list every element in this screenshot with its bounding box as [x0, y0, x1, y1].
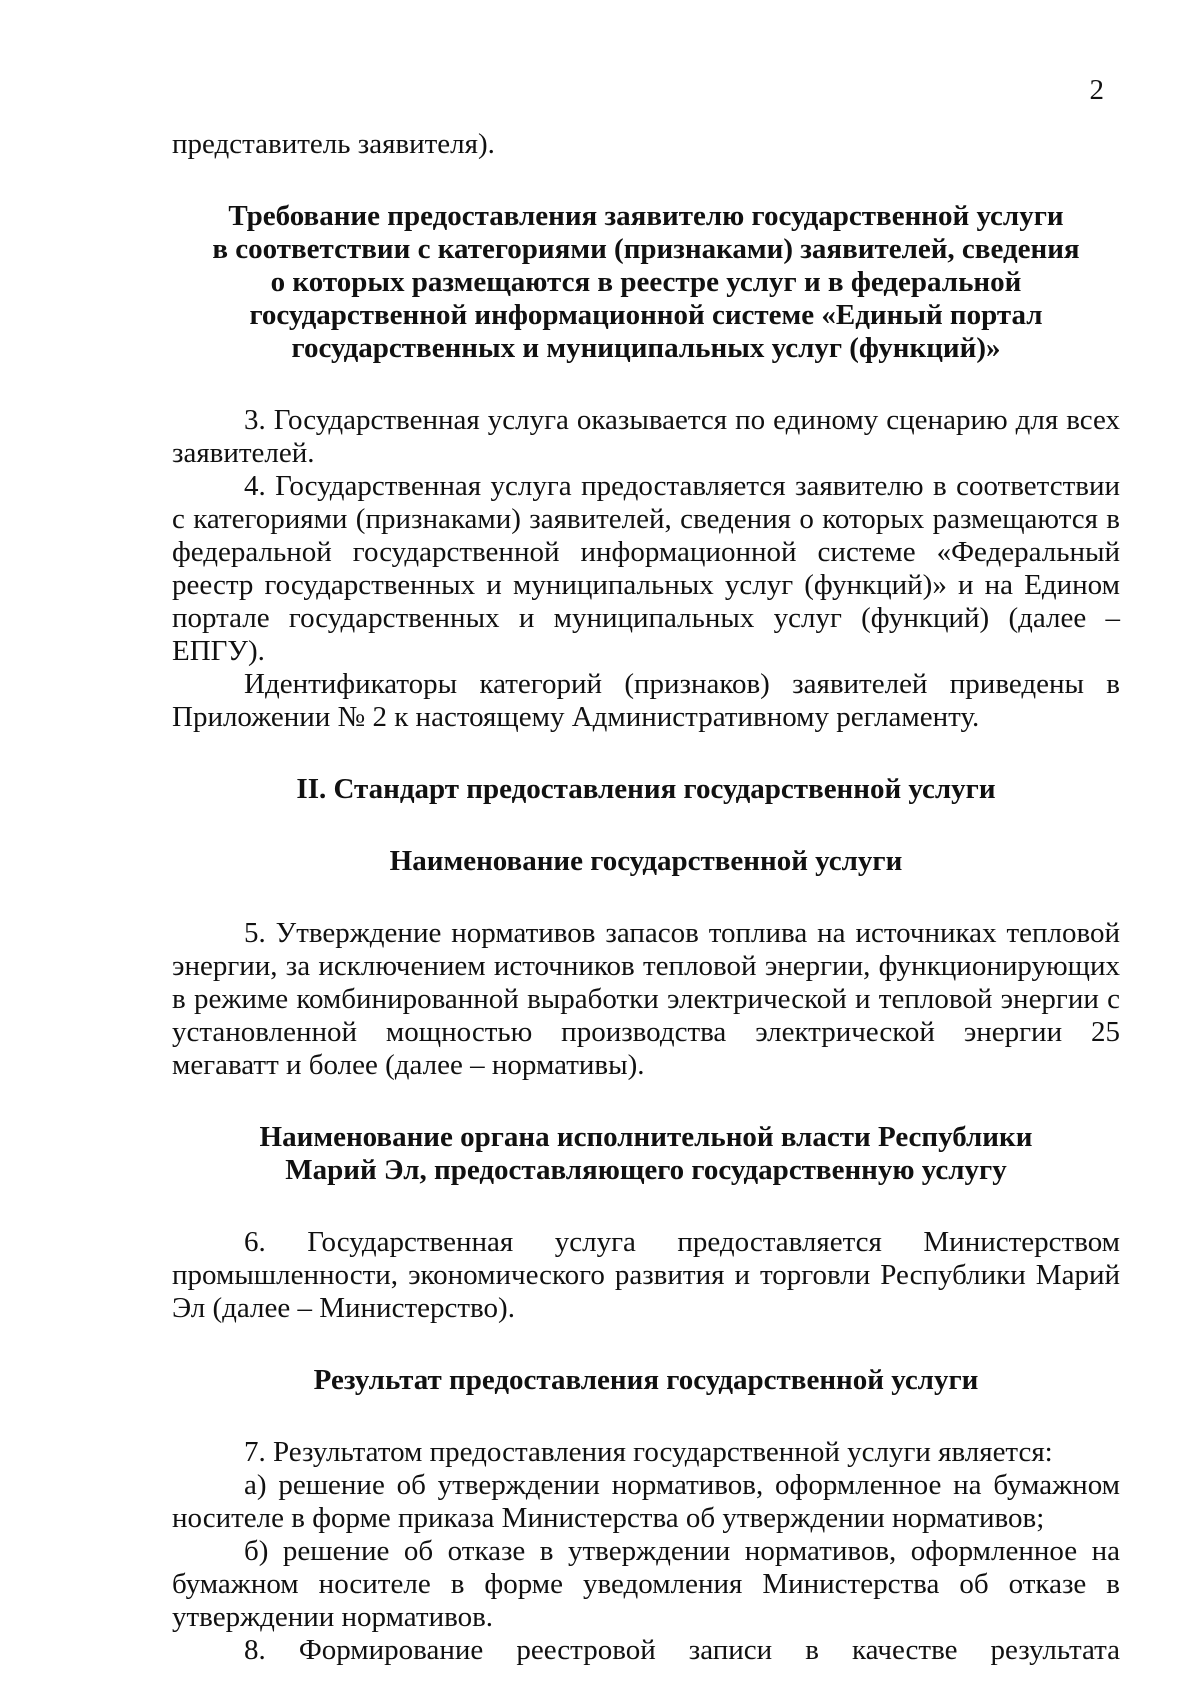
paragraph-4-identifiers: Идентификаторы категорий (признаков) заявителей приведены в Приложении № 2 к настоящему Административному регламенту.	[172, 668, 1120, 733]
paragraph-5: 5. Утверждение нормативов запасов топлива на источниках тепловой энергии, за исключением источников тепловой энергии, функционирующих в режиме комбинированной выработки электрической и тепловой энергии с установленной мощностью производства электрической энергии 25 мегаватт и более (далее – нормативы).	[172, 917, 1120, 1081]
paragraph-7: 7. Результатом предоставления государственной услуги является:	[244, 1436, 1053, 1468]
heading-line: Наименование органа исполнительной власти Республики	[259, 1121, 1033, 1153]
heading-service-name: Наименование государственной услуги	[389, 845, 903, 877]
paragraph-7a: а) решение об утверждении нормативов, оформленное на бумажном носителе в форме приказа Министерства об утверждении нормативов;	[172, 1469, 1120, 1534]
paragraph-3: 3. Государственная услуга оказывается по единому сценарию для всех заявителей.	[172, 404, 1120, 469]
paragraph-applicant-representative: представитель заявителя).	[172, 128, 495, 160]
heading-line: государственных и муниципальных услуг (функций)»	[291, 332, 1001, 364]
heading-line: о которых размещаются в реестре услуг и в федеральной	[270, 266, 1022, 298]
heading-line: Требование предоставления заявителю государственной услуги	[228, 200, 1064, 232]
heading-applicant-categories	[172, 200, 1120, 365]
paragraph-8: 8. Формирование реестровой записи в качестве результата	[244, 1634, 1120, 1666]
heading-executive-body	[172, 1121, 1120, 1187]
paragraph-6: 6. Государственная услуга предоставляется Министерством промышленности, экономического развития и торговли Республики Марий Эл (далее – Министерство).	[172, 1226, 1120, 1324]
heading-service-result: Результат предоставления государственной услуги	[313, 1364, 979, 1396]
section-heading-standard: II. Стандарт предоставления государственной услуги	[296, 773, 996, 805]
heading-line: Марий Эл, предоставляющего государственную услугу	[285, 1154, 1007, 1186]
paragraph-4: 4. Государственная услуга предоставляется заявителю в соответствии с категориями (признаками) заявителей, сведения о которых размещаются в федеральной государственной информационной системе «Федеральный реестр государственных и муниципальных услуг (функций)» и на Едином портале государственных и муниципальных услуг (функций) (далее – ЕПГУ).	[172, 470, 1120, 667]
heading-line: в соответствии с категориями (признаками) заявителей, сведения	[212, 233, 1080, 265]
heading-line: государственной информационной системе «Единый портал	[249, 299, 1043, 331]
paragraph-7b: б) решение об отказе в утверждении нормативов, оформленное на бумажном носителе в форме уведомления Министерства об отказе в утверждении нормативов.	[172, 1535, 1120, 1633]
page-number: 2	[1089, 74, 1104, 106]
document-body	[172, 128, 1120, 1667]
